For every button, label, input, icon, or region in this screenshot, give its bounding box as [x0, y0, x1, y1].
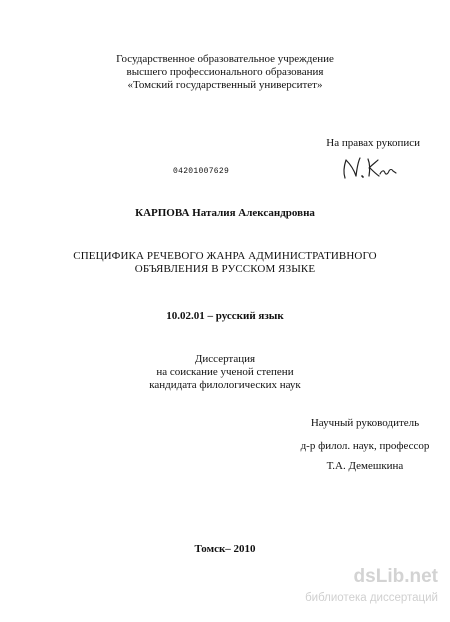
rights-note: На правах рукописи	[326, 137, 420, 149]
signature-image	[340, 154, 400, 182]
institution-line-1: Государственное образовательное учреждение	[116, 53, 334, 65]
degree-line-1: Диссертация	[194, 353, 256, 365]
place-year: Томск– 2010	[194, 543, 256, 555]
dissertation-title-line-1: СПЕЦИФИКА РЕЧЕВОГО ЖАНРА АДМИНИСТРАТИВНОГО	[73, 250, 377, 262]
dslib-watermark-logo: dsLib.net	[353, 566, 438, 587]
author-name: КАРПОВА Наталия Александровна	[135, 207, 315, 219]
dslib-watermark-subtitle: библиотека диссертаций	[305, 592, 438, 604]
dissertation-title-line-2: ОБЪЯВЛЕНИЯ В РУССКОМ ЯЗЫКЕ	[134, 263, 316, 275]
supervisor-degree: д-р филол. наук, профессор	[300, 440, 430, 452]
supervisor-label: Научный руководитель	[310, 417, 420, 429]
registration-number: 04201007629	[173, 167, 230, 176]
institution-line-3: «Томский государственный университет»	[127, 79, 323, 91]
specialty: 10.02.01 – русский язык	[166, 310, 284, 322]
degree-line-2: на соискание ученой степени	[156, 366, 294, 378]
degree-line-3: кандидата филологических наук	[149, 379, 301, 391]
supervisor-name: Т.А. Демешкина	[326, 460, 404, 472]
institution-line-2: высшего профессионального образования	[126, 66, 324, 78]
